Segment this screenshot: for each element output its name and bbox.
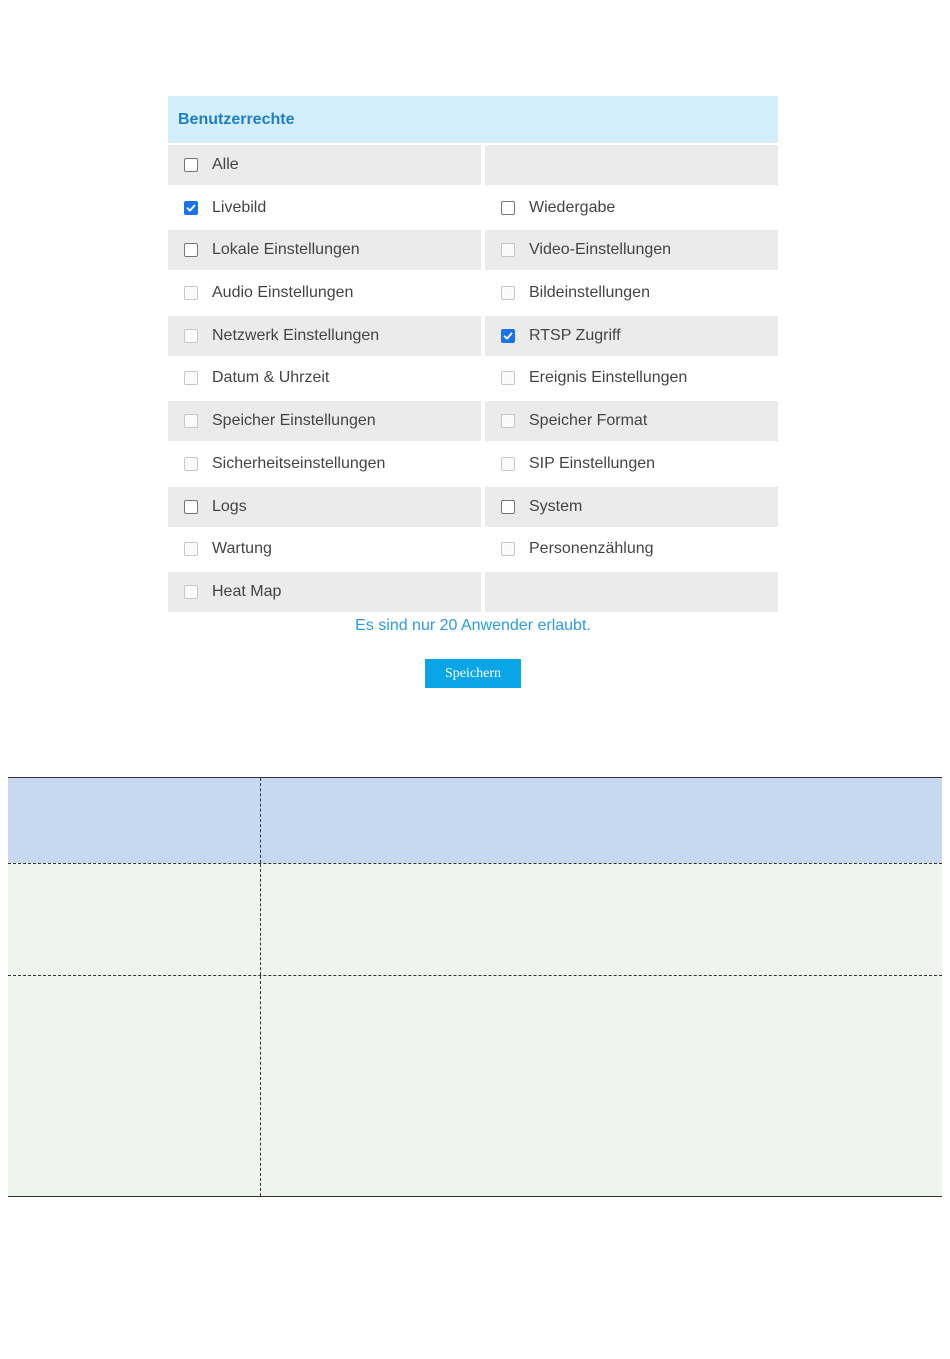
permission-item[interactable] [168, 188, 481, 228]
permission-item [168, 572, 481, 612]
checkbox [501, 286, 515, 300]
checkbox [501, 457, 515, 471]
checkbox-checked[interactable] [184, 201, 198, 215]
panel-title: Benutzerrechte [168, 96, 778, 143]
checkbox-checked[interactable] [501, 329, 515, 343]
permission-row [168, 529, 778, 569]
checkbox [184, 286, 198, 300]
permission-label: RTSP Zugriff [529, 326, 621, 344]
checkbox [501, 542, 515, 556]
permission-row [168, 487, 778, 527]
permission-item [168, 273, 481, 313]
permission-item[interactable] [168, 145, 481, 185]
permission-item [485, 529, 778, 569]
permission-row [168, 572, 778, 612]
permission-label: Speicher Format [529, 412, 648, 430]
empty-cell [485, 145, 778, 185]
user-limit-note: Es sind nur 20 Anwender erlaubt. [355, 617, 591, 634]
permission-row [168, 358, 778, 398]
table-cell [261, 864, 942, 975]
permission-item[interactable] [168, 230, 481, 270]
permission-item [168, 401, 481, 441]
permission-row [168, 273, 778, 313]
checkbox[interactable] [184, 243, 198, 257]
permission-item [168, 444, 481, 484]
checkbox[interactable] [501, 201, 515, 215]
permission-item [168, 358, 481, 398]
checkbox [184, 457, 198, 471]
permission-row [168, 316, 778, 356]
checkbox [501, 371, 515, 385]
checkbox[interactable] [184, 158, 198, 172]
user-permissions-panel [168, 96, 778, 615]
permission-label: SIP Einstellungen [529, 454, 656, 472]
permission-label: Sicherheitseinstellungen [212, 454, 386, 472]
checkbox [501, 243, 515, 257]
permission-label: Speicher Einstellungen [212, 412, 376, 430]
permission-item [485, 230, 778, 270]
permission-row [168, 444, 778, 484]
checkbox [501, 414, 515, 428]
permission-row [168, 401, 778, 441]
save-button[interactable]: Speichern [425, 659, 521, 688]
table-header-cell [8, 778, 261, 863]
permission-label: Alle [212, 156, 239, 173]
permission-label: Bildeinstellungen [529, 284, 650, 302]
permission-label: Wiedergabe [529, 198, 616, 216]
permissions-grid [168, 145, 778, 612]
permission-label: Wartung [212, 540, 272, 558]
permission-item[interactable] [168, 487, 481, 527]
permission-label: Video-Einstellungen [529, 241, 672, 259]
permission-label: Heat Map [212, 582, 282, 600]
permission-label: Lokale Einstellungen [212, 241, 360, 259]
checkbox [184, 371, 198, 385]
permission-label: Personenzählung [529, 540, 654, 558]
table-header-cell [261, 778, 942, 863]
table-cell [8, 976, 261, 1196]
permission-label: Logs [212, 497, 247, 515]
permission-label: Livebild [212, 198, 267, 216]
permission-item [485, 273, 778, 313]
empty-cell [485, 572, 778, 612]
table-row [8, 975, 942, 1196]
table-header-row [8, 778, 942, 863]
permission-label: Ereignis Einstellungen [529, 369, 688, 387]
permission-label: Datum & Uhrzeit [212, 369, 330, 387]
checkbox [184, 329, 198, 343]
table-cell [261, 976, 942, 1196]
table-cell [8, 864, 261, 975]
permission-item [485, 358, 778, 398]
permission-row [168, 188, 778, 228]
table-row [8, 863, 942, 975]
permission-row [168, 145, 778, 185]
permission-item [168, 529, 481, 569]
permission-label: Netzwerk Einstellungen [212, 326, 380, 344]
permission-item [485, 444, 778, 484]
permission-item[interactable] [485, 188, 778, 228]
permission-label: System [529, 497, 583, 515]
checkbox [184, 585, 198, 599]
checkbox [184, 414, 198, 428]
checkbox[interactable] [501, 500, 515, 514]
permission-item[interactable] [485, 487, 778, 527]
permission-label: Audio Einstellungen [212, 284, 354, 302]
description-table [8, 777, 942, 1197]
checkbox [184, 542, 198, 556]
permission-row [168, 230, 778, 270]
permission-item [485, 401, 778, 441]
permission-item [168, 316, 481, 356]
checkbox[interactable] [184, 500, 198, 514]
permission-item[interactable] [485, 316, 778, 356]
